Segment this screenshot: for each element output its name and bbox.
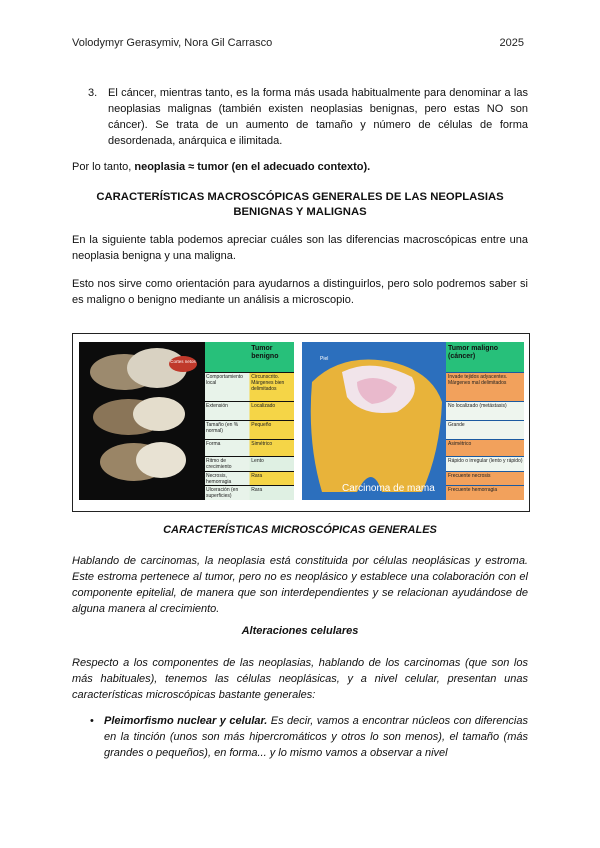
breast-carcinoma-photo bbox=[302, 342, 446, 500]
row-value: Grande bbox=[448, 422, 465, 428]
row-value: Asimétrico bbox=[448, 441, 472, 447]
row-value: Rápido o irregular (lento y rápido) bbox=[448, 458, 523, 464]
table-row bbox=[205, 457, 294, 471]
row-feature: Extensión bbox=[206, 403, 228, 409]
conclusion-prefix: Por lo tanto, bbox=[72, 161, 135, 173]
table-row bbox=[205, 402, 294, 420]
row-value: Pequeño bbox=[251, 422, 272, 428]
header-year: 2025 bbox=[499, 37, 524, 49]
table-row bbox=[446, 472, 524, 485]
table-row bbox=[446, 373, 524, 401]
bullet-marker: • bbox=[90, 715, 94, 727]
comparison-figure bbox=[72, 333, 530, 512]
row-feature: Comportamiento local bbox=[206, 374, 243, 386]
paragraph-macro-2: Esto nos sirve como orientación para ayudarnos a distinguirlos, pero solo podremos saber si es maligno o benigno mediante un análisis a microscopio. bbox=[72, 278, 528, 306]
subtitle-cellular-alterations: Alteraciones celulares bbox=[241, 625, 359, 637]
conclusion-bold: neoplasia ≈ tumor (en el adecuado contexto). bbox=[134, 161, 371, 173]
row-feature: Necrosis, hemorragia bbox=[206, 473, 232, 485]
cut-label-tag: Cortes netos bbox=[169, 356, 197, 372]
row-feature: Forma bbox=[206, 441, 221, 447]
bullet-text: Es decir, vamos a encontrar núcleos con diferencias en la tinción (unos son más hipercromáticos y otros lo son menos), el tamaño (más grandes o pequeños), en forma... y lo mismo vamos a observar a nivel bbox=[104, 715, 528, 759]
table-row bbox=[205, 440, 294, 456]
table-row bbox=[205, 486, 294, 500]
table-row bbox=[205, 373, 294, 401]
row-value: Frecuente hemorragia bbox=[448, 487, 498, 493]
row-value: Simétrico bbox=[251, 441, 273, 447]
skin-label: Piel bbox=[320, 356, 329, 362]
paragraph-macro-1: En la siguiente tabla podemos apreciar cuáles son las diferencias macroscópicas entre una neoplasia benigna y una maligna. bbox=[72, 234, 528, 262]
bullet-bold: Pleimorfismo nuclear y celular. bbox=[104, 715, 268, 727]
benign-panel bbox=[79, 342, 294, 500]
table-row bbox=[205, 421, 294, 439]
benign-table-header bbox=[205, 342, 294, 372]
row-value: Localizado bbox=[251, 403, 276, 409]
list-text: El cáncer, mientras tanto, es la forma más usada habitualmente para denominar a las neoplasias malignas (también existen neoplasias benignas, pero estas NO son cáncer). Se trata de un aumento de tamaño y número de células de forma desordenada, anárquica e ilimitada. bbox=[108, 87, 528, 147]
paragraph-micro-2: Respecto a los componentes de las neoplasias, hablando de los carcinomas (que son los más habituales), tenemos las células neoplásicas, y a nivel celular, presentan unas características microscópicas bastante generales: bbox=[72, 657, 528, 701]
table-row bbox=[205, 472, 294, 485]
page-header bbox=[72, 37, 524, 49]
bullet-pleomorphism bbox=[90, 713, 528, 761]
section-title-microscopic: CARACTERÍSTICAS MICROSCÓPICAS GENERALES bbox=[163, 524, 437, 536]
paragraph-micro-1: Hablando de carcinomas, la neoplasia está constituida por células neoplásicas y estroma. Este estroma pertenece al tumor, pero no es neoplásico y establece una colaboración con el componente epitelial, de manera que son interdependientes y se relacionan ayudándose de alguna manera al crecimiento. bbox=[72, 555, 528, 615]
row-value: Invade tejidos adyacentes. Márgenes mal delimitados bbox=[448, 374, 508, 386]
row-value: No localizado (metástasis) bbox=[448, 403, 507, 409]
table-row bbox=[446, 457, 524, 471]
table-row bbox=[446, 402, 524, 420]
conclusion-line bbox=[72, 159, 528, 175]
malignant-panel bbox=[302, 342, 524, 500]
row-value: Circunscrito. Márgenes bien delimitados bbox=[251, 374, 285, 392]
carcinoma-caption: Carcinoma de mama bbox=[342, 483, 435, 494]
malignant-header-label: Tumor maligno (cáncer) bbox=[448, 345, 499, 360]
row-feature: Ritmo de crecimiento bbox=[206, 458, 232, 470]
malignant-table bbox=[446, 342, 524, 500]
row-feature: Tamaño (en % normal) bbox=[206, 422, 239, 434]
table-row bbox=[446, 421, 524, 439]
list-number: 3. bbox=[88, 87, 98, 99]
row-value: Frecuente necrosis bbox=[448, 473, 491, 479]
row-value: Lento bbox=[251, 458, 264, 464]
table-row bbox=[446, 486, 524, 500]
malignant-table-header bbox=[446, 342, 524, 372]
row-value: Rara bbox=[251, 473, 263, 479]
benign-header-label: Tumor benigno bbox=[251, 345, 279, 360]
table-row bbox=[446, 440, 524, 456]
benign-table bbox=[205, 342, 294, 500]
row-value: Rara bbox=[251, 487, 263, 493]
header-authors: Volodymyr Gerasymiv, Nora Gil Carrasco bbox=[72, 37, 273, 49]
list-item bbox=[88, 85, 528, 149]
row-feature: Ulceración (en superficies) bbox=[206, 487, 239, 499]
section-title-macroscopic: CARACTERÍSTICAS MACROSCÓPICAS GENERALES DE LAS NEOPLASIAS BENIGNAS Y MALIGNAS bbox=[96, 191, 504, 218]
